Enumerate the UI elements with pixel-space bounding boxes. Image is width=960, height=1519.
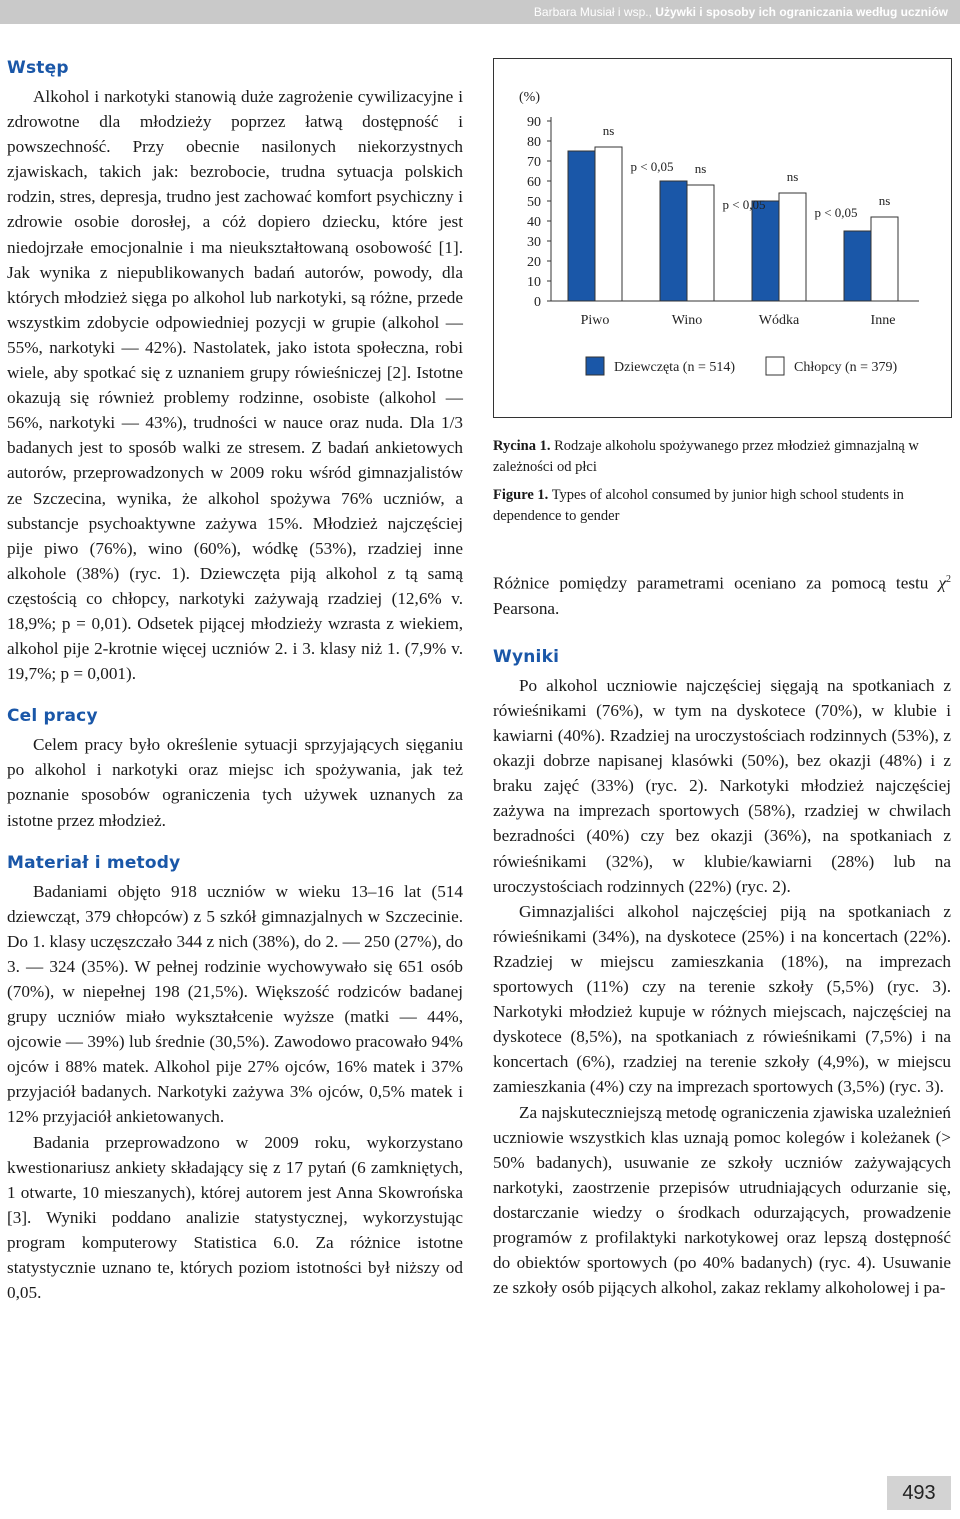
right-column bbox=[493, 567, 951, 1300]
y-tick-label: 40 bbox=[527, 215, 541, 230]
results-paragraph-1: Po alkohol uczniowie najczęściej sięgają na spotkaniach z rówieśnikami (76%), w tym na dyskotece (70%), w klubie i kawiarni (40%). Rzadziej na uroczystościach rodzinnych (53%), z okazji dobrze napisanej klasówki (50%), bez okazji (48%) i z braku zajęć (33%) (ryc. 2). Narkotyki młodzież najczęściej zażywa na imprezach sportowych (58%), rzadziej w chwilach bezradności (40%) czy bez okazji (36%), na spotkaniach z rówieśnikami (32%), w klubie/kawiarni (28%) lub na uroczystościach rodzinnych (22%) (ryc. 2). bbox=[493, 675, 951, 896]
significance-annotation: ns bbox=[878, 193, 891, 208]
significance-annotation: ns bbox=[602, 123, 615, 138]
x-tick-label: Wino bbox=[671, 313, 703, 328]
stats-text: Różnice pomiędzy parametrami oceniano za pomocą testu bbox=[493, 573, 929, 593]
caption-en-text: Types of alcohol consumed by junior high school students in dependence to gender bbox=[493, 487, 904, 524]
bar-wino-boys bbox=[687, 185, 714, 301]
figure-1-chart bbox=[493, 58, 952, 418]
bar-wino-girls bbox=[660, 181, 687, 301]
methods-paragraph-2: Badania przeprowadzono w 2009 roku, wykorzystano kwestionariusz ankiety składający się z 17 pytań (6 zamkniętych, 1 otwarte, 10 mieszanych), której autorem jest Anna Skowrońska [3]. Wyniki poddano analizie statystycznej, wykorzystując program komputerowy Statistica 6.0. Za różnice istotne statystycznie uznano te, których poziom istotności był niższy od 0,05. bbox=[7, 1132, 463, 1303]
figure-caption-pl bbox=[493, 436, 955, 478]
bar-inne-boys bbox=[871, 217, 898, 301]
bar-wódka-girls bbox=[752, 201, 779, 301]
stats-method-text bbox=[493, 567, 951, 621]
methods-paragraph-1: Badaniami objęto 918 uczniów w wieku 13–16 lat (514 dziewcząt, 379 chłopców) z 5 szkół gimnazjalnych w Szczecinie. Do 1. klasy uczęszczało 344 z nich (38%), do 2. — 250 (27%), do 3. — 324 (35%). W pełnej rodzinie wychowywało się 651 osób (70%), w niepełnej 198 (21,5%). Większość rodziców badanej grupy uczniów miało wykształcenie wyższe (matki — 44%, ojcowie — 39%) lub średnie (30,5%). Zawodowo pracowało 94% ojców i 88% matek. Alkohol pije 27% ojców, 16% matek i 37% przyjaciół badanych. Narkotyki zażywa 3% ojców, 0,5% matek i 12% przyjaciół ankietowanych. bbox=[7, 881, 463, 1127]
y-tick-label: 30 bbox=[527, 235, 541, 250]
significance-annotation: p < 0,05 bbox=[814, 205, 858, 220]
caption-en-label: Figure 1. bbox=[493, 487, 549, 503]
aim-text: Celem pracy było określenie sytuacji sprzyjających sięganiu po alkohol i narkotyki oraz miejsc ich spożywania, jak też poznanie sposobów ograniczenia tych używek uznanych za istotne przez młodzież. bbox=[7, 735, 463, 830]
y-tick-label: 10 bbox=[527, 275, 541, 290]
significance-annotation: p < 0,05 bbox=[630, 159, 674, 174]
results-paragraph-2: Gimnazjaliści alkohol najczęściej piją na spotkaniach z rówieśnikami (34%), na dyskotece (25%) i na koncertach (22%). Rzadziej w miejscu zamieszkania (18%), na imprezach sportowych (11%) czy na terenie szkoły (5,5%) (ryc. 3). Narkotyki młodzież kupuje w różnych miejscach, najczęściej na dyskotece (8,5%), na spotkaniach z rówieśnikami (7,5%) i na koncertach (6%), rzadziej na terenie szkoły (4,9%), w miejscu zamieszkania (4%) czy na imprezach sportowych (3,5%) (ryc. 3). bbox=[493, 901, 951, 1097]
left-column bbox=[7, 58, 463, 1305]
page-number: 493 bbox=[887, 1476, 951, 1510]
bar-inne-girls bbox=[844, 231, 871, 301]
intro-text: Alkohol i narkotyki stanowią duże zagrożenie cywilizacyjne i zdrowotne dla młodzieży poprzez łatwą dostępność i powszechność. Przy obecnie nasilonych niekorzystnych zjawiskach, takich jak: bezrobocie, trudna sytuacja polskich rodzin, stres, depresja, trudno jest zachować komfort psychiczny i zdrowie osobie dorosłej, a cóż dopiero dziecku, które jest niedojrzałe emocjonalnie i ma nieukształtowaną osobowość [1]. Jak wynika z niepublikowanych badań autorów, powody, dla których młodzież sięga po alkohol lub narkotyki, są różne, przede wszystkim zdobycie odpowiedniej pozycji w grupie (alkohol — 55%, narkotyki — 42%). Nastolatek, jako istota społeczna, robi wiele, aby spotkać się z uznaniem grupy rówieśniczej [2]. Istotne okazują się również problemy rodzinne, osobiste (alkohol — 56%, narkotyki — 43%), trudności w nauce oraz nuda. Dla 1/3 badanych jest to sposób walki ze stresem. Z badań ankietowych autorów, przeprowadzonych w 2009 roku wśród gimnazjalistów ze Szczecina, wynika, że alkohol spożywa 76% uczniów, a substancje psychoaktywne zażywa 15%. Młodzież najczęściej pije piwo (76%), wino (60%), wódkę (53%), rzadziej inne alkohole (38%) (ryc. 1). Dziewczęta piją alkohol z tą samą częstością co chłopcy, narkotyki zażywają rzadziej (12,6% v. 18,9%; p = 0,01). Odsetek pijącej młodzieży wzrasta z wiekiem, alkohol pije 2-krotnie więcej uczniów 2. i 3. klasy niż 1. (7,9% v. 19,7%; p = 0,001). bbox=[7, 87, 463, 684]
aim-heading: Cel pracy bbox=[7, 706, 98, 727]
significance-annotation: p < 0,05 bbox=[722, 197, 766, 212]
chi-superscript: 2 bbox=[946, 574, 951, 585]
significance-annotation: ns bbox=[786, 169, 799, 184]
legend-label: Dziewczęta (n = 514) bbox=[614, 360, 736, 375]
caption-pl-text: Rodzaje alkoholu spożywanego przez młodzież gimnazjalną w zależności od płci bbox=[493, 438, 919, 475]
significance-annotation: ns bbox=[694, 161, 707, 176]
y-tick-label: 80 bbox=[527, 135, 541, 150]
x-tick-label: Wódka bbox=[758, 313, 800, 328]
results-heading: Wyniki bbox=[493, 646, 560, 667]
x-tick-label: Piwo bbox=[580, 313, 610, 328]
header-authors: Barbara Musiał i wsp., bbox=[533, 5, 652, 19]
legend-label: Chłopcy (n = 379) bbox=[794, 360, 898, 375]
x-tick-label: Inne bbox=[870, 313, 896, 328]
intro-heading: Wstęp bbox=[7, 58, 69, 78]
y-tick-label: 20 bbox=[527, 255, 541, 270]
bar-piwo-girls bbox=[568, 151, 595, 301]
stats-end: Pearsona. bbox=[493, 598, 560, 618]
methods-heading: Materiał i metody bbox=[7, 852, 181, 873]
running-header bbox=[0, 0, 960, 24]
legend-swatch-girls bbox=[586, 357, 604, 375]
y-tick-label: 90 bbox=[527, 115, 541, 130]
results-paragraph-3: Za najskuteczniejszą metodę ograniczenia zjawiska uzależnień uczniowie wszystkich klas uznają pomoc kolegów i koleżanek (> 50% badanych), usuwanie ze szkoły uczniów zażywających narkotyki, zaostrzenie przepisów utrudniających odurzanie się, dostarczanie wiedzy o środkach odurzających, prowadzenie programów z profilaktyki narkotykowej oraz lepszą dostępność do obiektów sportowych (po 40% badanych) (ryc. 4). Usuwanie ze szkoły osób pijących alkohol, zakaz reklamy alkoholowej i pa- bbox=[493, 1102, 951, 1298]
caption-pl-label: Rycina 1. bbox=[493, 438, 551, 454]
figure-caption-en bbox=[493, 485, 955, 527]
bar-wódka-boys bbox=[779, 193, 806, 301]
bar-piwo-boys bbox=[595, 147, 622, 301]
y-tick-label: 0 bbox=[534, 295, 541, 310]
y-tick-label: 60 bbox=[527, 175, 541, 190]
legend-swatch-boys bbox=[766, 357, 784, 375]
y-tick-label: 70 bbox=[527, 155, 541, 170]
bar-chart bbox=[494, 59, 951, 417]
header-title: Używki i sposoby ich ograniczania według uczniów bbox=[655, 5, 948, 19]
y-tick-label: 50 bbox=[527, 195, 541, 210]
y-axis-label: (%) bbox=[519, 90, 540, 105]
chi-symbol: χ bbox=[938, 573, 946, 593]
